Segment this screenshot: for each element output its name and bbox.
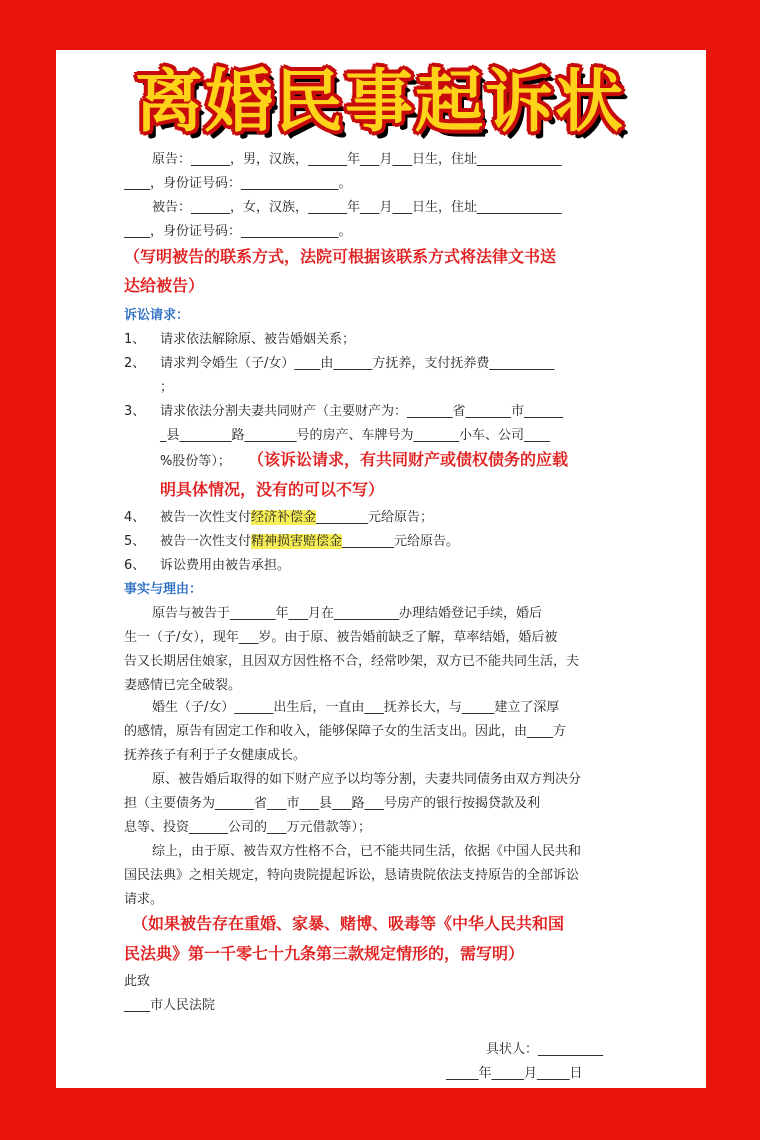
signer-line: 具状人：__________ xyxy=(486,1042,604,1057)
claim-3 xyxy=(124,402,614,422)
claim-3-continuation-1: _县________路________号的房产、车牌号为_______小车、公司____ xyxy=(160,428,551,443)
facts-heading: 事实与理由： xyxy=(124,582,203,597)
facts-p2-line-2: 的感情，原告有固定工作和收入，能够保障子女的生活支出。因此，由____方 xyxy=(124,724,567,739)
claim-3-continuation-2: %股份等）； xyxy=(160,454,231,469)
facts-p2-line-3: 抚养孩子有利于子女健康成长。 xyxy=(124,748,307,763)
claim-number: 1、 xyxy=(124,332,146,347)
claim-text: 请求判令婚生（子/女）____由______方抚养，支付抚养费__________ xyxy=(160,356,555,371)
facts-p4-line-3: 请求。 xyxy=(124,892,164,907)
facts-p3-line-1: 原、被告婚后取得的如下财产应予以均等分割，夫妻共同债务由双方判决分 xyxy=(152,772,582,787)
closing-salutation: 此致 xyxy=(124,974,151,989)
facts-p4-line-2: 国民法典》之相关规定，特向贵院提起诉讼，恳请贵院依法支持原告的全部诉讼 xyxy=(124,868,580,883)
claim-text-end: ________元给原告； xyxy=(316,510,434,525)
facts-p3-line-2: 担（主要债务为______省___市___县___路___号房产的银行按揭贷款及利 xyxy=(124,796,541,811)
claim-3-note-line-2: 明具体情况，没有的可以不写） xyxy=(160,480,385,499)
claim-number: 5、 xyxy=(124,534,146,549)
contact-note-line-1: （写明被告的联系方式，法院可根据该联系方式将法律文书送 xyxy=(124,247,557,266)
document-title: 离婚民事起诉状 xyxy=(134,63,625,142)
claim-4 xyxy=(124,508,614,528)
claim-text-end: ________元给原告。 xyxy=(342,534,460,549)
defendant-line-2: ____，身份证号码：_______________。 xyxy=(124,224,352,239)
claims-heading: 诉讼请求： xyxy=(124,308,190,323)
claim-number: 3、 xyxy=(124,404,146,419)
claim-text: 请求依法解除原、被告婚姻关系； xyxy=(160,332,356,347)
facts-p1-line-2: 生一（子/女），现年___岁。由于原、被告婚前缺乏了解，草率结婚，婚后被 xyxy=(124,630,558,645)
facts-p1-line-1: 原告与被告于_______年___月在__________办理结婚登记手续，婚后 xyxy=(152,606,543,621)
claim-number: 4、 xyxy=(124,510,146,525)
date-line: _____年_____月_____日 xyxy=(446,1066,583,1081)
claim-2 xyxy=(124,354,614,374)
claim-3-note-line-1: （该诉讼请求，有共同财产或债权债务的应载 xyxy=(248,450,569,469)
law-note-line-2: 民法典》第一千零七十九条第三款规定情形的，需写明） xyxy=(124,944,525,963)
plaintiff-line-1: 原告：______，男，汉族，______年___月___日生，住址_____________ xyxy=(152,152,562,167)
court-name: ____市人民法院 xyxy=(124,998,216,1013)
claim-text: 被告一次性支付 xyxy=(160,534,252,549)
facts-p3-line-3: 息等、投资______公司的___万元借款等）； xyxy=(124,820,372,835)
facts-p2-line-1: 婚生（子/女）______出生后，一直由___抚养长大，与_____建立了深厚 xyxy=(152,700,560,715)
contact-note-line-2: 达给被告） xyxy=(124,276,205,295)
facts-p4-line-1: 综上，由于原、被告双方性格不合，已不能共同生活，依据《中国人民共和 xyxy=(152,844,582,859)
claim-5 xyxy=(124,532,614,552)
claim-1 xyxy=(124,330,614,350)
claim-number: 2、 xyxy=(124,356,146,371)
defendant-line-1: 被告：______，女，汉族，______年___月___日生，住址_____________ xyxy=(152,200,562,215)
claim-text: 诉讼费用由被告承担。 xyxy=(160,558,291,573)
highlighted-term: 经济补偿金 xyxy=(251,510,317,525)
claim-6 xyxy=(124,556,614,576)
facts-p1-line-3: 告又长期居住娘家，且因双方因性格不合，经常吵架，双方已不能共同生活，夫 xyxy=(124,654,580,669)
claim-2-continuation: ； xyxy=(160,380,174,395)
claim-text: 请求依法分割夫妻共同财产（主要财产为：_______省_______市______ xyxy=(160,404,564,419)
law-note-line-1: （如果被告存在重婚、家暴、赌博、吸毒等《中华人民共和国 xyxy=(132,914,565,933)
facts-p1-line-4: 妻感情已完全破裂。 xyxy=(124,678,242,693)
claim-text: 被告一次性支付 xyxy=(160,510,252,525)
highlighted-term: 精神损害赔偿金 xyxy=(251,534,343,549)
plaintiff-line-2: ____，身份证号码：_______________。 xyxy=(124,176,352,191)
claim-number: 6、 xyxy=(124,558,146,573)
